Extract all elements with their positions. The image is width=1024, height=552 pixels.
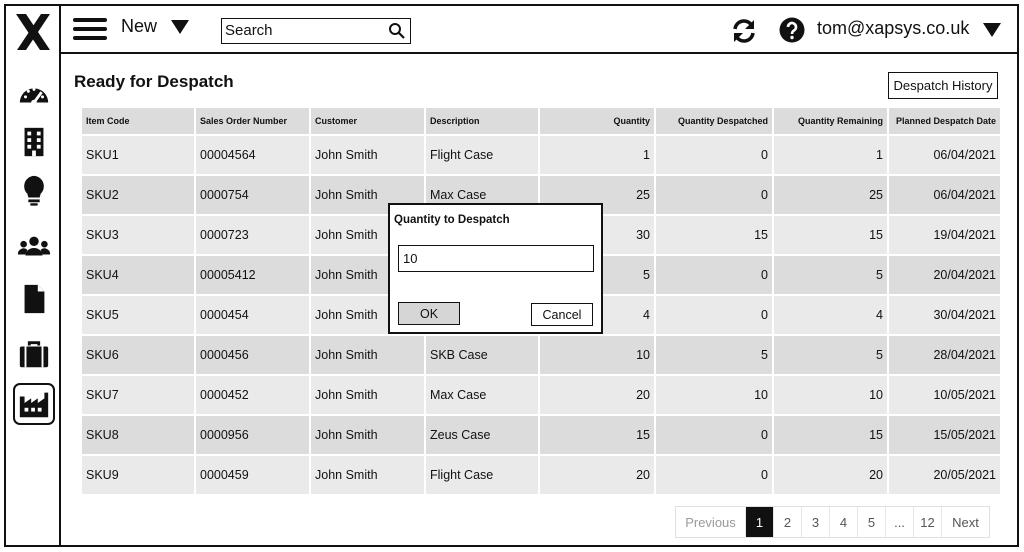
table-cell[interactable]: John Smith [311, 256, 424, 294]
table-cell[interactable]: SKU7 [82, 376, 194, 414]
table-cell[interactable]: John Smith [311, 456, 424, 494]
column-header[interactable]: Sales Order Number [196, 108, 309, 134]
table-cell[interactable]: 4 [774, 296, 887, 334]
table-cell[interactable]: 15 [774, 216, 887, 254]
table-cell[interactable]: 0000956 [196, 416, 309, 454]
table-cell[interactable]: SKU2 [82, 176, 194, 214]
table-cell[interactable]: 5 [540, 256, 654, 294]
column-header[interactable]: Planned Despatch Date [889, 108, 1000, 134]
building-icon[interactable] [14, 123, 54, 161]
table-cell[interactable]: John Smith [311, 336, 424, 374]
column-header[interactable]: Item Code [82, 108, 194, 134]
dialog-title: Quantity to Despatch [394, 214, 510, 226]
top-bar [61, 6, 1017, 54]
table-cell[interactable]: 00005412 [196, 256, 309, 294]
briefcase-icon[interactable] [14, 336, 54, 374]
table-cell[interactable]: 0 [656, 296, 772, 334]
table-cell[interactable]: 28/04/2021 [889, 336, 1000, 374]
table-cell[interactable]: Max Case [426, 376, 538, 414]
search-icon[interactable] [388, 22, 406, 40]
table-cell[interactable]: 15 [656, 216, 772, 254]
table-cell[interactable]: 06/04/2021 [889, 176, 1000, 214]
column-header[interactable]: Customer [311, 108, 424, 134]
table-cell[interactable]: 0000754 [196, 176, 309, 214]
table-cell[interactable]: 5 [656, 336, 772, 374]
new-dropdown-caret-icon[interactable] [171, 20, 189, 34]
table-cell[interactable]: 5 [774, 256, 887, 294]
table-cell[interactable]: 10 [774, 376, 887, 414]
table-cell[interactable]: 25 [774, 176, 887, 214]
table-cell[interactable]: SKB Case [426, 336, 538, 374]
table-cell[interactable]: 15 [540, 416, 654, 454]
logo-icon[interactable] [14, 12, 52, 52]
table-cell[interactable]: 0000456 [196, 336, 309, 374]
table-cell[interactable]: SKU8 [82, 416, 194, 454]
table-cell[interactable]: SKU3 [82, 216, 194, 254]
table-cell[interactable]: SKU6 [82, 336, 194, 374]
users-icon[interactable] [14, 228, 54, 266]
page-button[interactable]: 1 [746, 507, 774, 537]
page-button[interactable]: 2 [774, 507, 802, 537]
table-cell[interactable]: 1 [774, 136, 887, 174]
table-cell[interactable]: John Smith [311, 136, 424, 174]
despatch-history-button[interactable]: Despatch History [888, 72, 998, 99]
sidebar [6, 6, 61, 545]
table-cell[interactable]: John Smith [311, 376, 424, 414]
table-cell[interactable]: 00004564 [196, 136, 309, 174]
table-cell[interactable]: 0 [656, 256, 772, 294]
table-cell[interactable]: 15/05/2021 [889, 416, 1000, 454]
page-button[interactable]: ... [886, 507, 914, 537]
table-cell[interactable]: 0 [656, 456, 772, 494]
table-cell[interactable]: John Smith [311, 296, 424, 334]
table-cell[interactable]: SKU9 [82, 456, 194, 494]
new-menu-label[interactable]: New [121, 16, 158, 36]
quantity-dialog [388, 203, 603, 334]
table-cell[interactable]: SKU1 [82, 136, 194, 174]
user-email[interactable]: tom@xapsys.co.uk [817, 18, 970, 38]
table-cell[interactable]: 20 [540, 456, 654, 494]
table-cell[interactable]: 19/04/2021 [889, 216, 1000, 254]
table-cell[interactable]: John Smith [311, 176, 424, 214]
table-cell[interactable]: 0 [656, 136, 772, 174]
user-dropdown-caret-icon[interactable] [983, 23, 1001, 37]
table-cell[interactable]: 30 [540, 216, 654, 254]
table-cell[interactable]: Flight Case [426, 456, 538, 494]
table-cell[interactable]: Max Case [426, 176, 538, 214]
ok-button[interactable]: OK [398, 302, 460, 325]
column-header[interactable]: Quantity Despatched [656, 108, 772, 134]
page-button[interactable]: 5 [858, 507, 886, 537]
column-header[interactable]: Description [426, 108, 538, 134]
table-cell[interactable]: Zeus Case [426, 416, 538, 454]
table-cell[interactable]: 25 [540, 176, 654, 214]
table-cell[interactable]: 4 [540, 296, 654, 334]
table-cell[interactable]: 20/05/2021 [889, 456, 1000, 494]
page-button[interactable]: 4 [830, 507, 858, 537]
table-cell[interactable]: 0000723 [196, 216, 309, 254]
next-page-button[interactable]: Next [942, 507, 989, 537]
table-cell[interactable]: 10/05/2021 [889, 376, 1000, 414]
table-cell[interactable]: Flight Case [426, 136, 538, 174]
pagination [675, 506, 990, 538]
menu-icon[interactable] [73, 18, 107, 44]
table-cell[interactable]: 20/04/2021 [889, 256, 1000, 294]
table-cell[interactable]: 06/04/2021 [889, 136, 1000, 174]
table-cell[interactable]: John Smith [311, 416, 424, 454]
page-button[interactable]: 3 [802, 507, 830, 537]
table-cell[interactable]: 0 [656, 176, 772, 214]
lightbulb-icon[interactable] [14, 171, 54, 209]
table-cell[interactable]: 30/04/2021 [889, 296, 1000, 334]
factory-icon[interactable] [13, 383, 55, 425]
cancel-button[interactable]: Cancel [531, 303, 593, 326]
quantity-input[interactable] [398, 245, 594, 272]
table-cell[interactable]: 0000452 [196, 376, 309, 414]
table-cell[interactable]: SKU4 [82, 256, 194, 294]
dashboard-icon[interactable] [14, 76, 54, 114]
table-cell[interactable]: 10 [656, 376, 772, 414]
page-title: Ready for Despatch [74, 72, 234, 91]
search-box[interactable] [221, 18, 411, 44]
table-cell[interactable]: John Smith [311, 216, 424, 254]
previous-page-button[interactable]: Previous [676, 507, 746, 537]
table-cell[interactable]: 0000459 [196, 456, 309, 494]
table-cell[interactable]: 20 [540, 376, 654, 414]
column-header[interactable]: Quantity [540, 108, 654, 134]
table-cell[interactable]: 1 [540, 136, 654, 174]
help-icon[interactable] [779, 17, 805, 43]
table-cell[interactable]: 15 [774, 416, 887, 454]
column-header[interactable]: Quantity Remaining [774, 108, 887, 134]
document-icon[interactable] [14, 280, 54, 318]
table-cell[interactable]: 10 [540, 336, 654, 374]
page-button[interactable]: 12 [914, 507, 942, 537]
refresh-icon[interactable] [729, 16, 759, 46]
table-cell[interactable]: SKU5 [82, 296, 194, 334]
app-window [4, 4, 1019, 547]
table-cell[interactable]: 5 [774, 336, 887, 374]
table-cell[interactable]: 0000454 [196, 296, 309, 334]
table-cell[interactable]: 0 [656, 416, 772, 454]
table-cell[interactable]: 20 [774, 456, 887, 494]
search-input[interactable] [222, 19, 382, 41]
